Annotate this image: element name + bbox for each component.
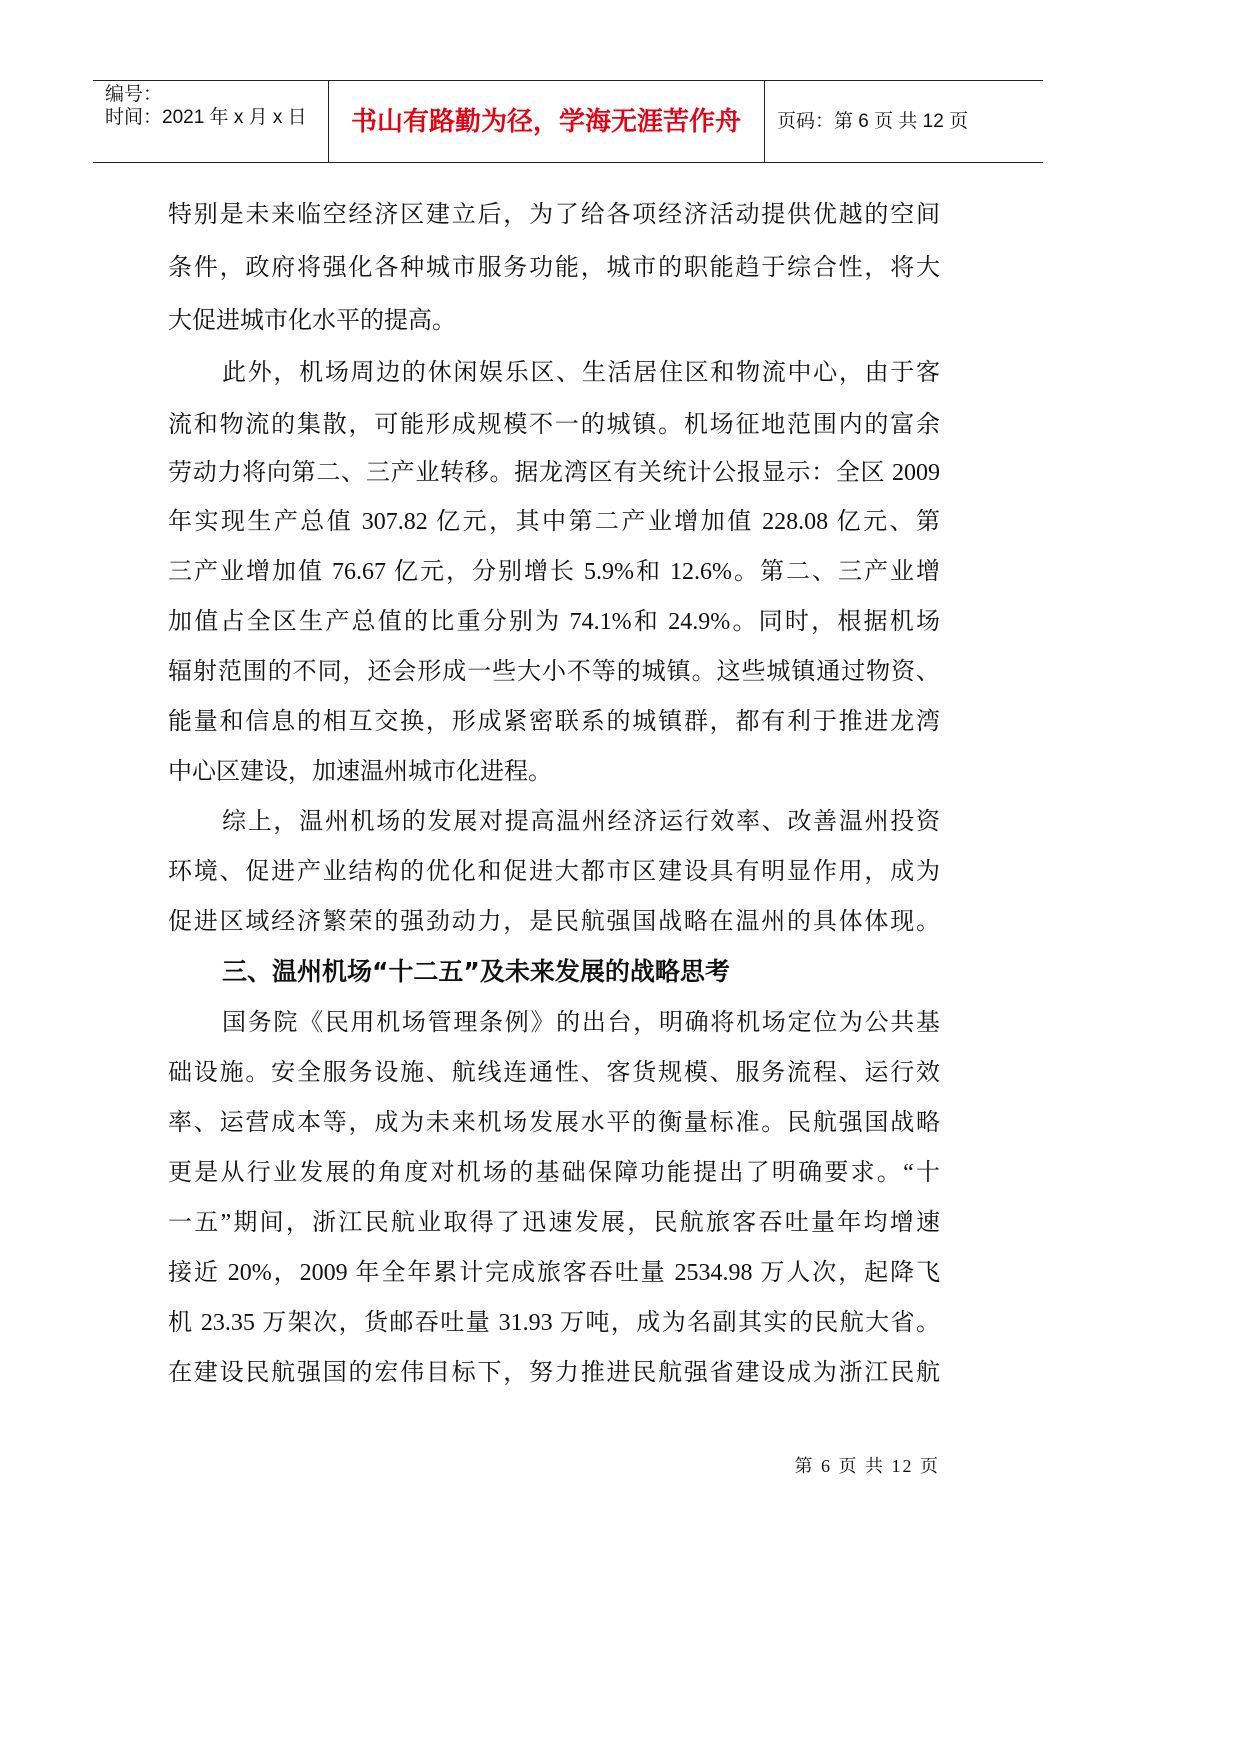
paragraph-line: 特别是未来临空经济区建立后，为了给各项经济活动提供优越的空间 [168,202,940,228]
header-divider-left [328,80,329,162]
paragraph-line: 三产业增加值 76.67 亿元，分别增长 5.9%和 12.6%。第二、三产业增 [168,559,940,585]
paragraph-line: 机 23.35 万架次，货邮吞吐量 31.93 万吨，成为名副其实的民航大省。 [168,1310,940,1336]
paragraph-line: 劳动力将向第二、三产业转移。据龙湾区有关统计公报显示：全区 2009 [168,460,940,486]
date-label: 时间：2021 年 x 月 x 日 [105,107,307,128]
paragraph-line: 国务院《民用机场管理条例》的出台，明确将机场定位为公共基 [222,1010,940,1036]
header-top-rule [93,80,1043,81]
paragraph-line: 环境、促进产业结构的优化和促进大都市区建设具有明显作用，成为 [168,859,940,885]
paragraph-line: 更是从行业发展的角度对机场的基础保障功能提出了明确要求。“十 [168,1160,940,1186]
paragraph-line: 年实现生产总值 307.82 亿元，其中第二产业增加值 228.08 亿元、第 [168,509,940,535]
paragraph-line: 辐射范围的不同，还会形成一些大小不等的城镇。这些城镇通过物资、 [168,659,940,685]
paragraph-line: 此外，机场周边的休闲娱乐区、生活居住区和物流中心，由于客 [222,360,940,386]
paragraph-line: 在建设民航强国的宏伟目标下，努力推进民航强省建设成为浙江民航 [168,1360,940,1386]
header-page-indicator: 页码：第 6 页 共 12 页 [777,111,969,132]
paragraph-line: 率、运营成本等，成为未来机场发展水平的衡量标准。民航强国战略 [168,1110,940,1136]
paragraph-line: 条件，政府将强化各种城市服务功能，城市的职能趋于综合性，将大 [168,255,940,281]
paragraph-line: 能量和信息的相互交换，形成紧密联系的城镇群，都有利于推进龙湾 [168,709,940,735]
paragraph-line: 促进区域经济繁荣的强劲动力，是民航强国战略在温州的具体体现。 [168,909,940,935]
paragraph-line: 大促进城市化水平的提高。 [168,308,456,334]
paragraph-line: 中心区建设，加速温州城市化进程。 [168,759,552,785]
serial-number-label: 编号： [105,84,163,105]
paragraph-line: 流和物流的集散，可能形成规模不一的城镇。机场征地范围内的富余 [168,412,940,438]
paragraph-line: 础设施。安全服务设施、航线连通性、客货规模、服务流程、运行效 [168,1060,940,1086]
paragraph-line: 综上，温州机场的发展对提高温州经济运行效率、改善温州投资 [222,809,940,835]
paragraph-line: 一五”期间，浙江民航业取得了迅速发展，民航旅客吞吐量年均增速 [168,1210,940,1236]
paragraph-line: 接近 20%，2009 年全年累计完成旅客吞吐量 2534.98 万人次，起降飞 [168,1260,940,1286]
page-footer-number: 第 6 页 共 12 页 [794,1456,940,1476]
header-bottom-rule [93,162,1043,163]
paragraph-line: 加值占全区生产总值的比重分别为 74.1%和 24.9%。同时，根据机场 [168,609,940,635]
header-divider-right [764,80,765,162]
section-heading: 三、温州机场“十二五”及未来发展的战略思考 [222,957,730,986]
header-motto: 书山有路勤为径，学海无涯苦作舟 [350,107,741,137]
